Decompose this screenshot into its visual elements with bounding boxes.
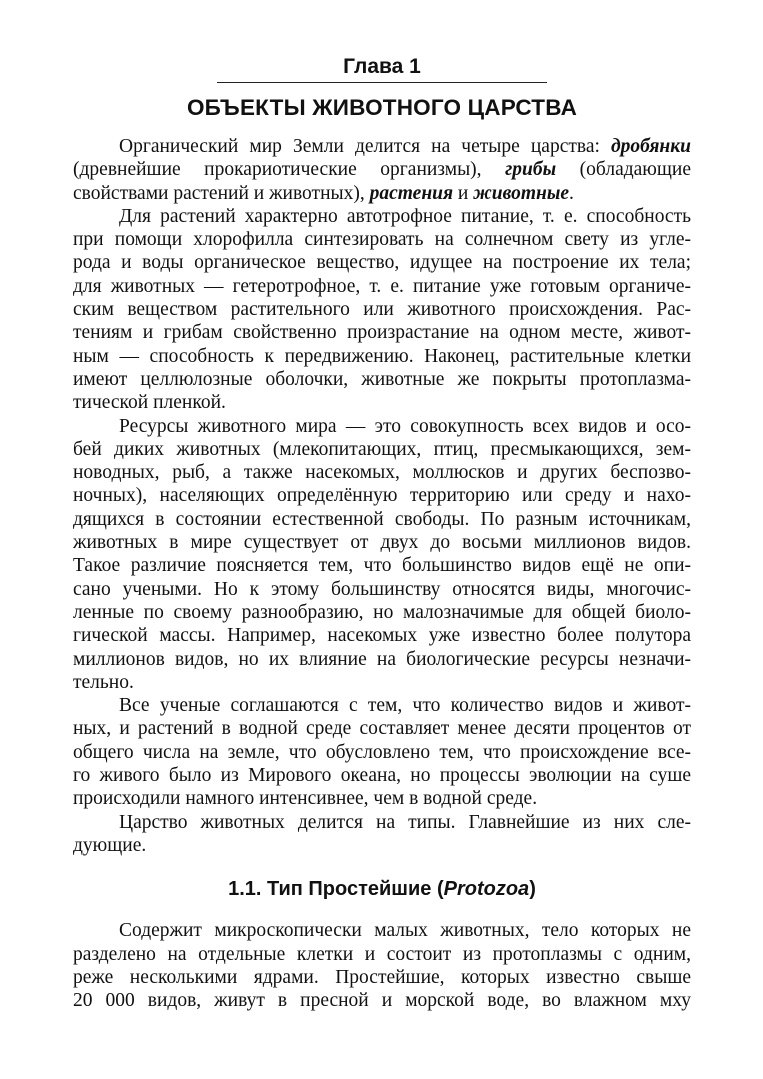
paragraph-line: ским веществом растительного или животного происхождения. Рас- — [73, 299, 691, 321]
paragraph-line: ным — способность к передвижению. Наконец, растительные клетки — [73, 345, 691, 367]
section-heading-latin: Protozoa — [443, 878, 530, 901]
chapter-label: Глава 1 — [217, 52, 547, 83]
term-emphasis: дробянки — [610, 136, 691, 157]
paragraph-line: дящихся в состоянии естественной свободы. По разным источникам, — [73, 508, 691, 530]
paragraph-line: происходили намного интенсивнее, чем в водной среде. — [73, 788, 538, 810]
term-emphasis: растения — [369, 182, 454, 204]
text-span: свойствами растений и животных), — [73, 182, 370, 204]
section-heading — [73, 875, 691, 903]
book-page — [73, 52, 691, 1012]
paragraph-line: ных, и растений в водной среде составляет менее десяти процентов от — [73, 718, 691, 740]
paragraph-line: тельно. — [73, 671, 134, 693]
paragraph-line: Царство животных делится на типы. Главнейшие из них сле- — [119, 811, 691, 833]
paragraph-1 — [73, 135, 691, 205]
paragraph-line: при помощи хлорофилла синтезировать на солнечном свету из угле- — [73, 229, 691, 251]
paragraph-line: тической пленкой. — [73, 392, 226, 414]
paragraph-line: гической массы. Например, насекомых уже известно более полутора — [73, 625, 691, 647]
paragraph-line: Ресурсы животного мира — это совокупность всех видов и осо- — [119, 415, 691, 437]
chapter-title: ОБЪЕКТЫ ЖИВОТНОГО ЦАРСТВА — [186, 95, 578, 120]
paragraph-line: Все ученые соглашаются с тем, что количество видов и живот- — [119, 695, 691, 717]
section-heading-text: ) — [529, 878, 536, 901]
paragraph-line: дующие. — [73, 834, 147, 856]
paragraph-line: для животных — гетеротрофное, т. е. питание уже готовым органиче- — [73, 275, 691, 297]
paragraph-line: рода и воды органическое вещество, идущее на построение их тела; — [73, 252, 691, 274]
text-span: (обладающие — [556, 159, 691, 181]
paragraph-line — [73, 135, 691, 158]
text-span: . — [569, 182, 574, 204]
paragraph-line: Содержит микроскопически малых животных, тело которых не — [119, 920, 691, 942]
paragraph-line: новодных, рыб, а также насекомых, моллюсков и других беспозво- — [73, 462, 691, 484]
paragraph-line: тениям и грибам свойственно произрастание на одном месте, живот- — [73, 322, 691, 344]
term-emphasis: грибы — [505, 159, 557, 181]
text-span: (древнейшие прокариотические организмы), — [73, 159, 506, 181]
paragraph-line: реже несколькими ядрами. Простейшие, которых известно свыше — [73, 966, 691, 988]
paragraph-line: го живого было из Мирового океана, но процессы эволюции на суше — [73, 765, 691, 787]
text-span: и — [453, 182, 474, 204]
term-emphasis: животные — [473, 182, 570, 204]
paragraph-line: животных в мире существует от двух до восьми миллионов видов. — [73, 532, 691, 554]
paragraph-line: общего числа на земле, что обусловлено тем, что происхождение все- — [73, 741, 691, 763]
paragraph-line: сано учеными. Но к этому большинству относятся виды, многочис- — [73, 578, 691, 600]
paragraph-line: имеют целлюлозные оболочки, животные же покрыты протоплазма- — [73, 368, 691, 390]
paragraph-6 — [73, 919, 691, 1012]
paragraph-line: ленные по своему разнообразию, но малозначимые для общей биоло- — [73, 601, 691, 623]
paragraph-line — [73, 182, 691, 205]
paragraph-3 — [73, 415, 691, 695]
paragraph-line: Такое различие поясняется тем, что большинство видов ещё не опи- — [73, 555, 691, 577]
paragraph-line: Для растений характерно автотрофное питание, т. е. способность — [119, 205, 691, 227]
paragraph-line: разделено на отдельные клетки и состоит из протоплазмы с одним, — [73, 943, 691, 965]
paragraph-line: бей диких животных (млекопитающих, птиц, пресмыкающихся, зем- — [73, 438, 691, 460]
paragraph-line: миллионов видов, но их влияние на биологические ресурсы незначи- — [73, 648, 691, 670]
section-heading-text: 1.1. Тип Простейшие ( — [228, 878, 444, 901]
paragraph-line: ночных), населяющих определённую территорию или среду и нахо- — [73, 485, 691, 507]
paragraph-2 — [73, 205, 691, 415]
paragraph-line — [73, 158, 691, 181]
paragraph-5 — [73, 811, 691, 858]
paragraph-line: 20 000 видов, живут в пресной и морской воде, во влажном мху — [73, 990, 691, 1012]
paragraph-4 — [73, 694, 691, 810]
text-span: Органический мир Земли делится на четыре царства: — [119, 136, 611, 157]
